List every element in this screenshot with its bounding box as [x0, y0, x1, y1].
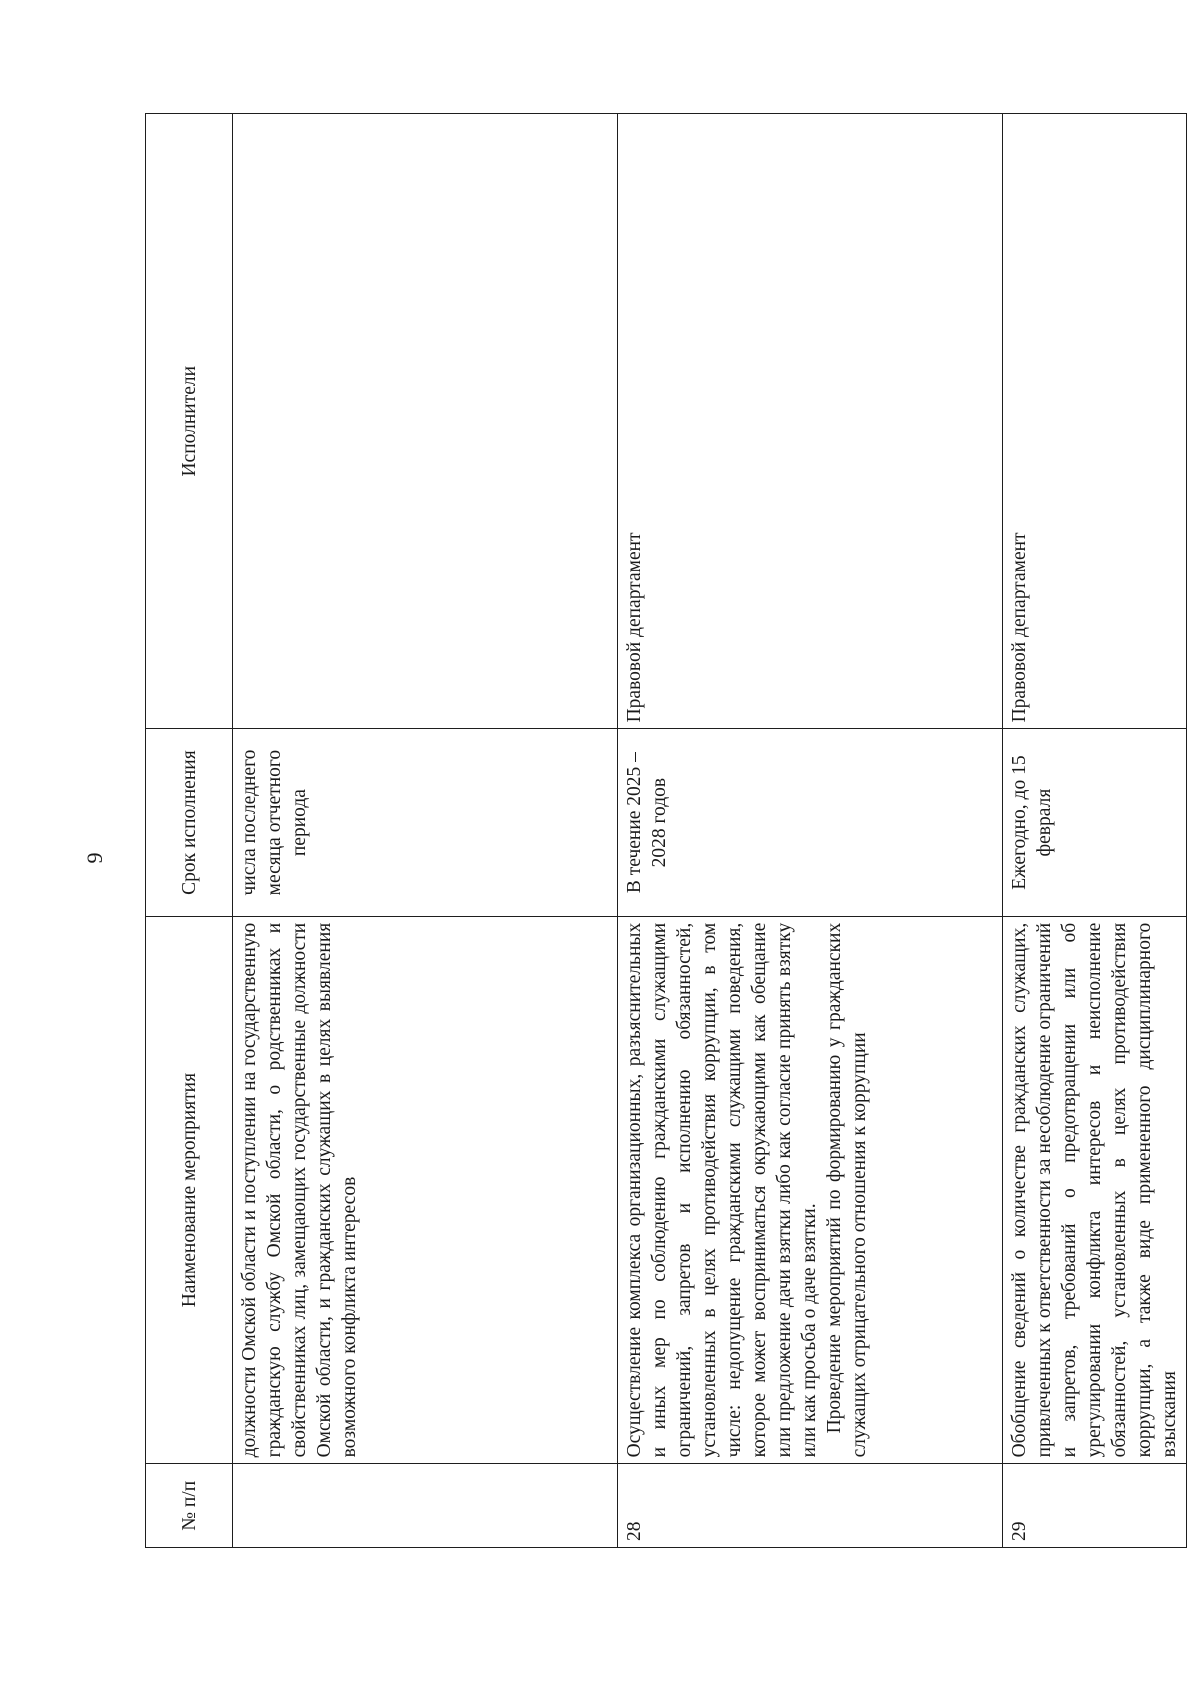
row-deadline-cell: числа последнего месяца отчетного периода — [233, 729, 618, 916]
table-row — [618, 114, 1003, 1548]
row-name-cell — [1003, 916, 1187, 1464]
row-num-cell: 29 — [1003, 1464, 1187, 1548]
row-executors-cell: Правовой департамент — [618, 114, 1003, 729]
row-deadline-cell: Ежегодно, до 15 февраля — [1003, 729, 1187, 916]
table-row — [233, 114, 618, 1548]
measures-table — [145, 113, 1187, 1548]
header-executors: Исполнители — [146, 114, 233, 729]
row-deadline-cell: В течение 2025 – 2028 годов — [618, 729, 1003, 916]
row-executors-cell: Правовой департамент — [1003, 114, 1187, 729]
row-name-extra-text: Проведение мероприятий по формированию у гражданских служащих отрицательного отношения к коррупции — [824, 922, 870, 1458]
row-name-cell — [233, 916, 618, 1464]
row-num-cell — [233, 1464, 618, 1548]
row-name-text: должности Омской области и поступлении на государственную гражданскую службу Омской области, о родственниках и свойственниках лиц, замещающих государственные должности Омской области, и гражданских служащих в целях выявления возможного конфликта интересов — [239, 922, 360, 1458]
header-num: № п/п — [146, 1464, 233, 1548]
row-num-cell: 28 — [618, 1464, 1003, 1548]
row-name-text: Обобщение сведений о количестве гражданских служащих, привлеченных к ответственности за несоблюдение ограничений и запретов, требований о предотвращении или об урегулировании конфликта интересов и неисполнение обязанностей, установленных в целях противодействия коррупции, а также виде примененного дисциплинарного взыскания — [1009, 922, 1180, 1458]
row-executors-cell — [233, 114, 618, 729]
row-name-cell — [618, 916, 1003, 1464]
row-name-text: Осуществление комплекса организационных, разъяснительных и иных мер по соблюдению гражданскими служащими ограничений, запретов и исполнению обязанностей, установленных в целях противодействия коррупции, в том числе: недопущение гражданскими служащими поведения, которое может восприниматься окружающими как обещание или предложение дачи взятки либо как согласие принять взятку или как просьба о даче взятки. — [624, 922, 820, 1458]
page-number: 9 — [82, 852, 107, 864]
table-row — [1003, 114, 1187, 1548]
header-name: Наименование мероприятия — [146, 916, 233, 1464]
header-deadline: Срок исполнения — [146, 729, 233, 916]
table-header-row — [146, 114, 233, 1548]
rotated-table-page — [145, 113, 1180, 1548]
